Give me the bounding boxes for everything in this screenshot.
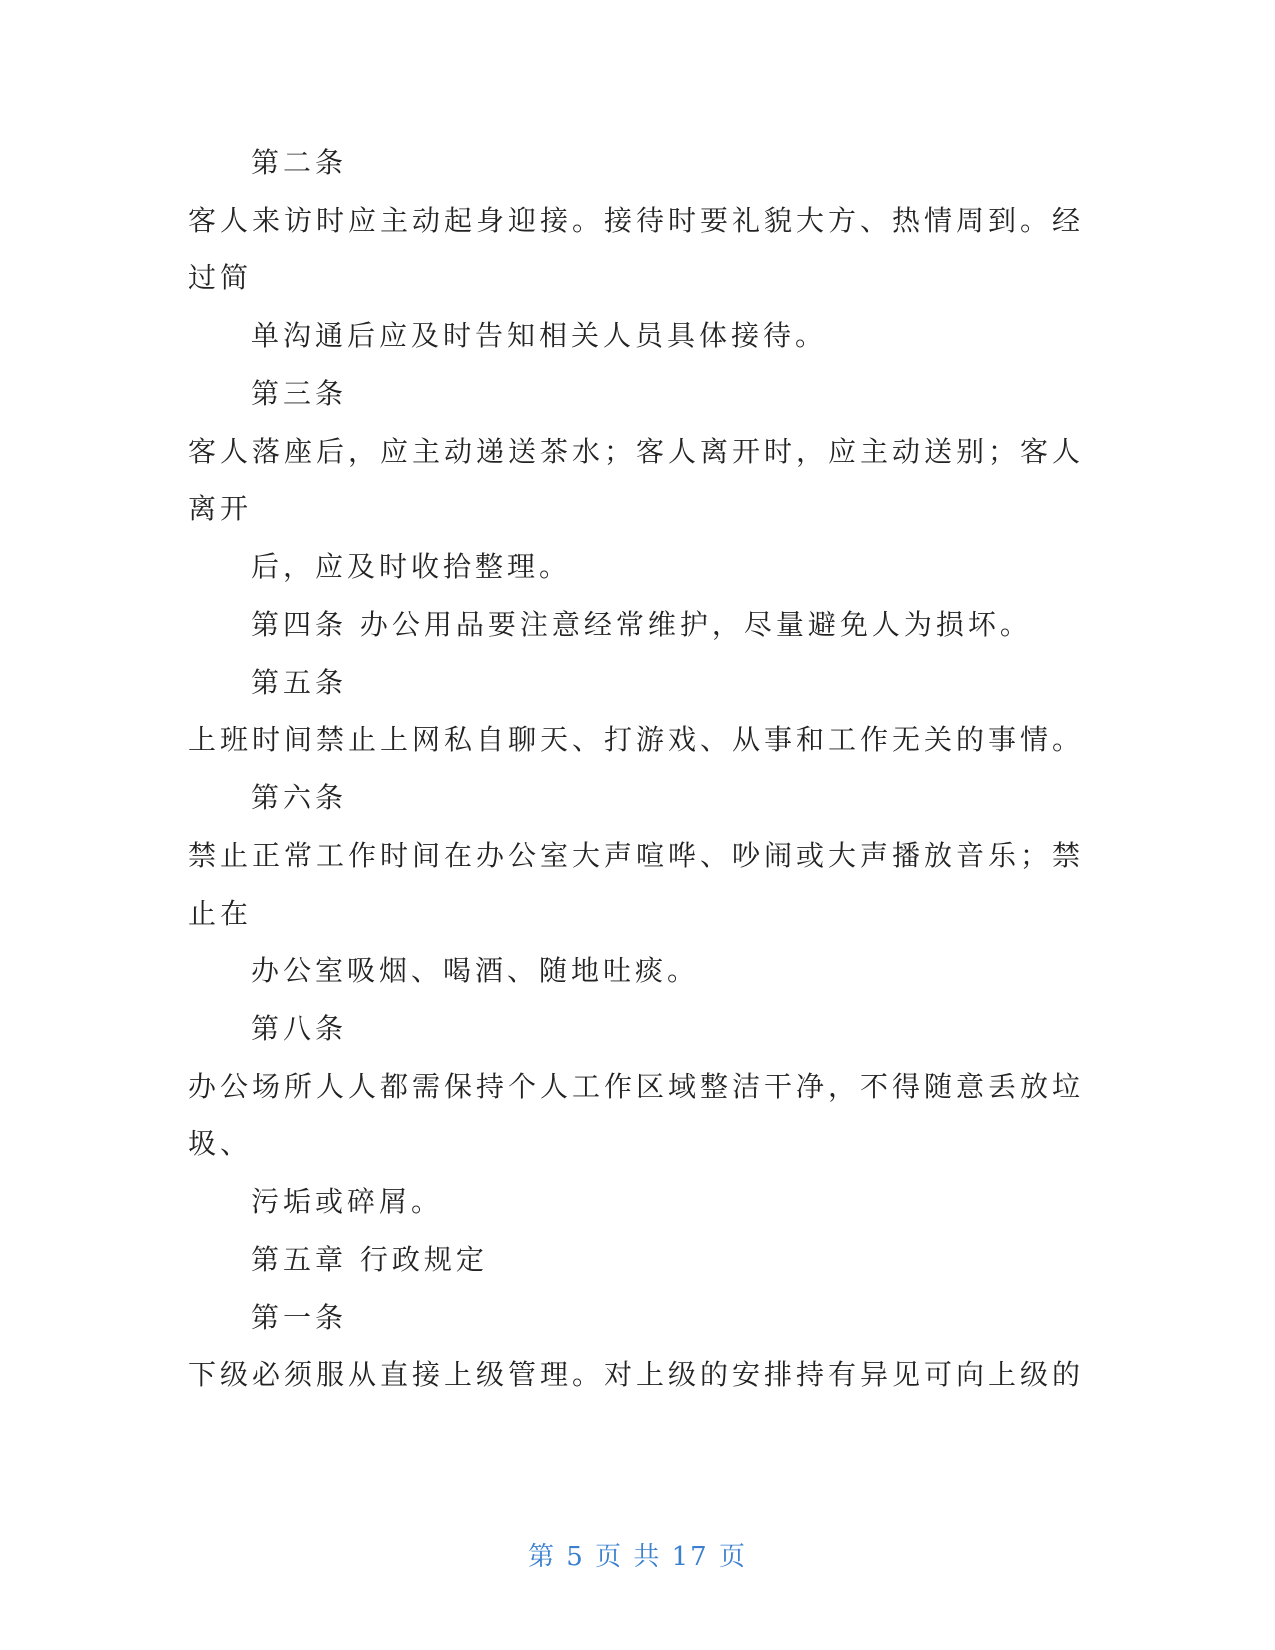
chapter-heading: 第五章 行政规定 [251, 1243, 488, 1276]
article-heading: 第五条 [251, 666, 348, 699]
paragraph-line: 污垢或碎屑。 [251, 1185, 444, 1218]
paragraph-line: 后，应及时收拾整理。 [251, 550, 572, 583]
paragraph-line: 禁止正常工作时间在办公室大声喧哗、吵闹或大声播放音乐；禁 [188, 839, 1085, 872]
article-heading: 第八条 [251, 1012, 348, 1045]
paragraph-line: 离开 [188, 492, 253, 525]
article-heading: 第一条 [251, 1301, 348, 1334]
paragraph-line: 客人来访时应主动起身迎接。接待时要礼貌大方、热情周到。经 [188, 204, 1085, 237]
article-heading: 第六条 [251, 781, 348, 814]
paragraph-line: 办公室吸烟、喝酒、随地吐痰。 [251, 954, 700, 987]
paragraph-line: 单沟通后应及时告知相关人员具体接待。 [251, 319, 828, 352]
paragraph-line: 第四条 办公用品要注意经常维护，尽量避免人为损坏。 [251, 608, 1032, 641]
page-number-footer: 第 5 页 共 17 页 [528, 1542, 747, 1572]
article-heading: 第二条 [251, 146, 348, 179]
paragraph-line: 客人落座后，应主动递送茶水；客人离开时，应主动送别；客人 [188, 435, 1085, 468]
paragraph-line: 上班时间禁止上网私自聊天、打游戏、从事和工作无关的事情。 [188, 723, 1085, 756]
paragraph-line: 下级必须服从直接上级管理。对上级的安排持有异见可向上级的 [188, 1358, 1085, 1391]
paragraph-line: 圾、 [188, 1127, 253, 1160]
paragraph-line: 过简 [188, 261, 253, 294]
article-heading: 第三条 [251, 377, 348, 410]
paragraph-line: 办公场所人人都需保持个人工作区域整洁干净，不得随意丢放垃 [188, 1070, 1085, 1103]
paragraph-line: 止在 [188, 897, 253, 930]
